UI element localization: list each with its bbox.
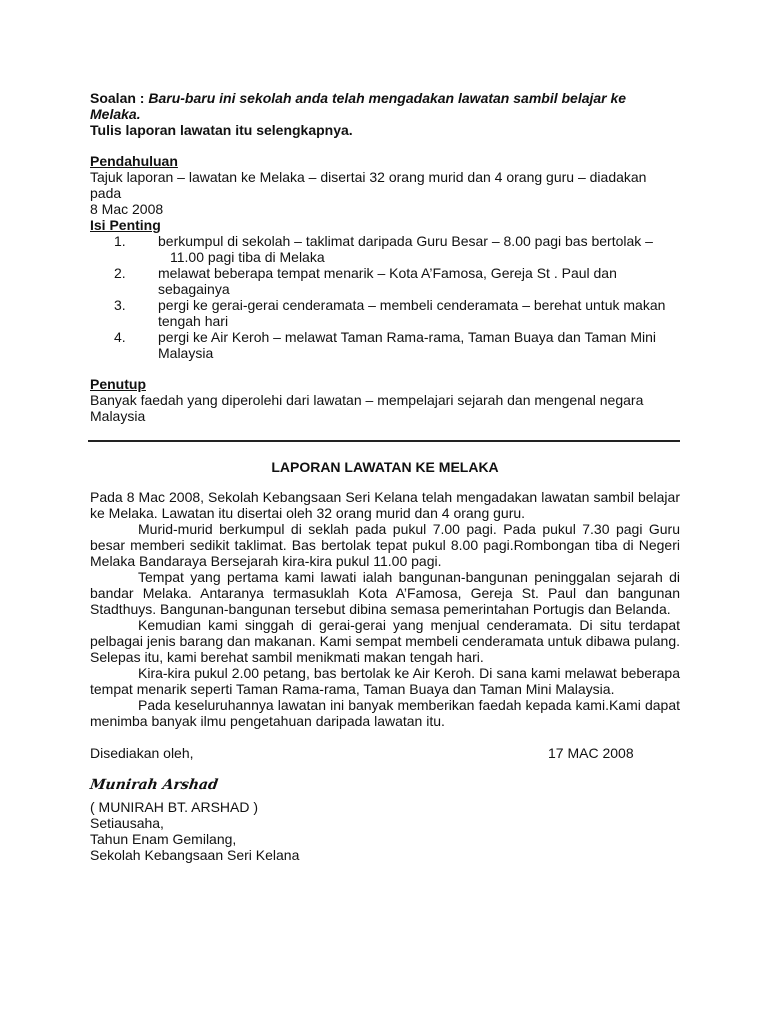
report-paragraph: Pada keseluruhannya lawatan ini banyak memberikan faedah kepada kami.Kami dapat menimba banyak ilmu pengetahuan daripada lawatan itu. bbox=[90, 697, 680, 729]
author-name: ( MUNIRAH BT. ARSHAD ) bbox=[90, 799, 259, 815]
list-item-number: 3. bbox=[114, 297, 126, 313]
report-paragraph: Murid-murid berkumpul di seklah pada pukul 7.00 pagi. Pada pukul 7.30 pagi Guru besar memberi sedikit taklimat. Bas bertolak tepat pukul 8.00 pagi.Rombongan tiba di Negeri Melaka Bandaraya Bersejarah kira-kira pukul 11.00 pagi. bbox=[90, 521, 680, 569]
author-details bbox=[90, 799, 490, 863]
list-item-text: tengah hari bbox=[158, 313, 229, 329]
list-item-text: 11.00 pagi tiba di Melaka bbox=[170, 249, 325, 265]
list-item-text: pergi ke Air Keroh – melawat Taman Rama-rama, Taman Buaya dan Taman Mini bbox=[158, 329, 657, 345]
list-item bbox=[90, 233, 680, 265]
prepared-by-label: Disediakan oleh, bbox=[90, 745, 194, 761]
report-paragraph: Tempat yang pertama kami lawati ialah bangunan-bangunan peninggalan sejarah di bandar Melaka. Antaranya termasuklah Kota A’Famosa, Gereja St. Paul dan bangunan Stadthuys. Bangunan-bangunan tersebut dibina semasa pemerintahan Portugis dan Belanda. bbox=[90, 569, 680, 617]
list-item bbox=[90, 329, 680, 361]
report-paragraph: Pada 8 Mac 2008, Sekolah Kebangsaan Seri Kelana telah mengadakan lawatan sambil belajar ke Melaka. Lawatan itu disertai oleh 32 orang murid dan 4 orang guru. bbox=[90, 489, 680, 521]
section-divider bbox=[88, 440, 680, 442]
penutup-body bbox=[90, 392, 680, 424]
report-paragraph: Kira-kira pukul 2.00 petang, bas bertolak ke Air Keroh. Di sana kami melawat beberapa tempat menarik seperti Taman Rama-rama, Taman Buaya dan Taman Mini Malaysia. bbox=[90, 665, 680, 697]
penutup-line: Malaysia bbox=[90, 408, 146, 424]
report-title: LAPORAN LAWATAN KE MELAKA bbox=[271, 459, 499, 475]
list-item-text: Malaysia bbox=[158, 345, 214, 361]
report-paragraph: Kemudian kami singgah di gerai-gerai yang menjual cenderamata. Di situ terdapat pelbagai jenis barang dan makanan. Kami sempat membeli cenderamata untuk dibawa pulang. Selepas itu, kami berehat sambil menikmati makan tengah hari. bbox=[90, 617, 680, 665]
report-date: 17 MAC 2008 bbox=[548, 745, 634, 761]
author-position: Setiausaha, bbox=[90, 815, 164, 831]
list-item-text: berkumpul di sekolah – taklimat daripada Guru Besar – 8.00 pagi bas bertolak – bbox=[158, 233, 653, 249]
list-item-text: sebagainya bbox=[158, 281, 230, 297]
list-item bbox=[90, 265, 680, 297]
question-text: Baru-baru ini sekolah anda telah mengadakan lawatan sambil belajar ke Melaka. bbox=[90, 90, 627, 122]
question-line bbox=[90, 90, 680, 122]
pendahuluan-line: 8 Mac 2008 bbox=[90, 201, 164, 217]
question-prefix: Soalan : bbox=[90, 90, 149, 106]
list-item-text: melawat beberapa tempat menarik – Kota A’Famosa, Gereja St . Paul dan bbox=[158, 265, 617, 281]
pendahuluan-line: Tajuk laporan – lawatan ke Melaka – disertai 32 orang murid dan 4 orang guru – diadakan pada bbox=[90, 169, 647, 201]
report-body bbox=[90, 489, 680, 729]
list-item-number: 2. bbox=[114, 265, 126, 281]
list-item-number: 4. bbox=[114, 329, 126, 345]
penutup-line: Banyak faedah yang diperolehi dari lawatan – mempelajari sejarah dan mengenal negara bbox=[90, 392, 644, 408]
author-school: Sekolah Kebangsaan Seri Kelana bbox=[90, 847, 300, 863]
isi-penting-heading: Isi Penting bbox=[90, 217, 161, 233]
author-class: Tahun Enam Gemilang, bbox=[90, 831, 237, 847]
penutup-heading: Penutup bbox=[90, 376, 146, 392]
isi-penting-list bbox=[90, 233, 680, 361]
handwritten-signature: Munirah Arshad bbox=[88, 777, 219, 793]
list-item-number: 1. bbox=[114, 233, 126, 249]
question-instruction: Tulis laporan lawatan itu selengkapnya. bbox=[90, 122, 353, 138]
list-item bbox=[90, 297, 680, 329]
pendahuluan-body bbox=[90, 169, 680, 217]
list-item-text: pergi ke gerai-gerai cenderamata – membeli cenderamata – berehat untuk makan bbox=[158, 297, 666, 313]
pendahuluan-heading: Pendahuluan bbox=[90, 153, 178, 169]
